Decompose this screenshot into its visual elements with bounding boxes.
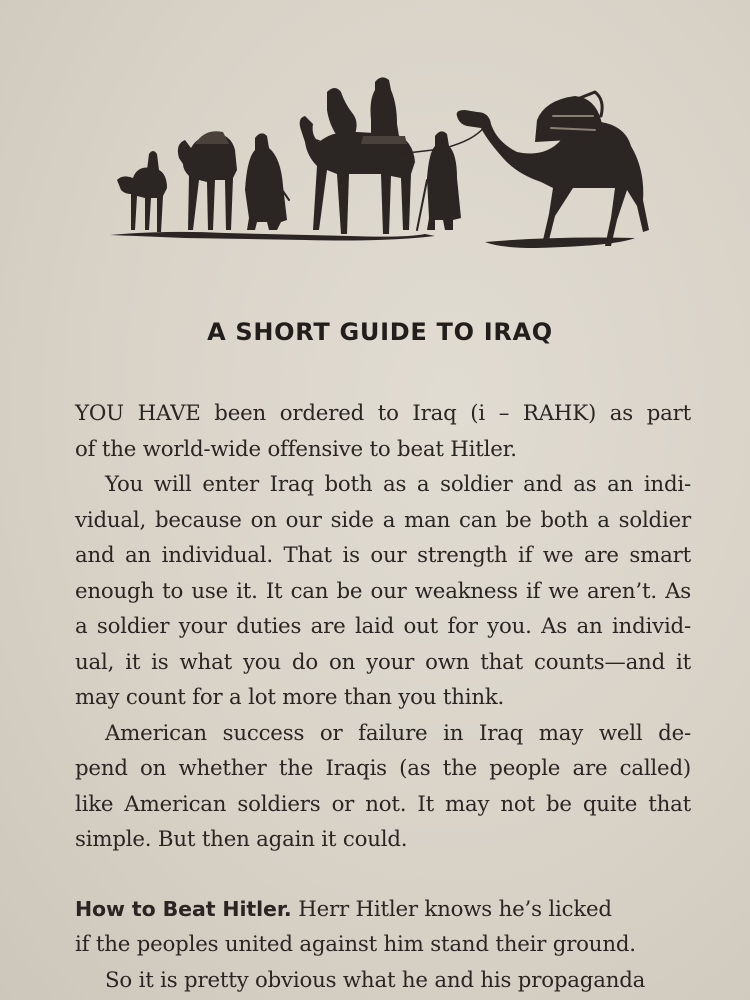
section-spacer	[75, 858, 691, 892]
paragraph-line: pend on whether the Iraqis (as the people are called)	[75, 756, 691, 781]
paragraph-line: may count for a lot more than you think.	[75, 685, 505, 710]
camel-caravan-illustration	[105, 70, 665, 260]
paragraph-line: and an individual. That is our strength if we are smart	[75, 543, 691, 568]
paragraph-line: vidual, because on our side a man can be both a soldier	[75, 507, 691, 533]
section-line: Herr Hitler knows he’s licked	[291, 896, 612, 922]
paragraph-line: of the world-wide offensive to beat Hitler.	[75, 436, 517, 462]
paragraph-line: American success or failure in Iraq may well de-	[105, 720, 691, 746]
paragraph-line: simple. But then again it could.	[75, 827, 408, 852]
section-first-line	[75, 892, 691, 928]
paragraph-line: a soldier your duties are laid out for you. As an individ-	[75, 614, 691, 639]
paragraph-line: enough to use it. It can be our weakness if we aren’t. As	[75, 578, 691, 604]
paragraph-line: like American soldiers or not. It may not be quite that	[75, 791, 691, 817]
page-title: A SHORT GUIDE TO IRAQ	[207, 318, 553, 346]
section-line: So it is pretty obvious what he and his propaganda	[105, 967, 646, 993]
section-line: if the peoples united against him stand their ground.	[75, 932, 636, 957]
paragraph-line: YOU HAVE been ordered to Iraq (i – RAHK) as part	[75, 401, 691, 426]
section-heading: How to Beat Hitler.	[75, 896, 292, 921]
body-text	[75, 396, 691, 998]
paragraph-line: ual, it is what you do on your own that counts—and it	[75, 649, 691, 675]
paragraph-line: You will enter Iraq both as a soldier and as an indi-	[105, 472, 691, 497]
